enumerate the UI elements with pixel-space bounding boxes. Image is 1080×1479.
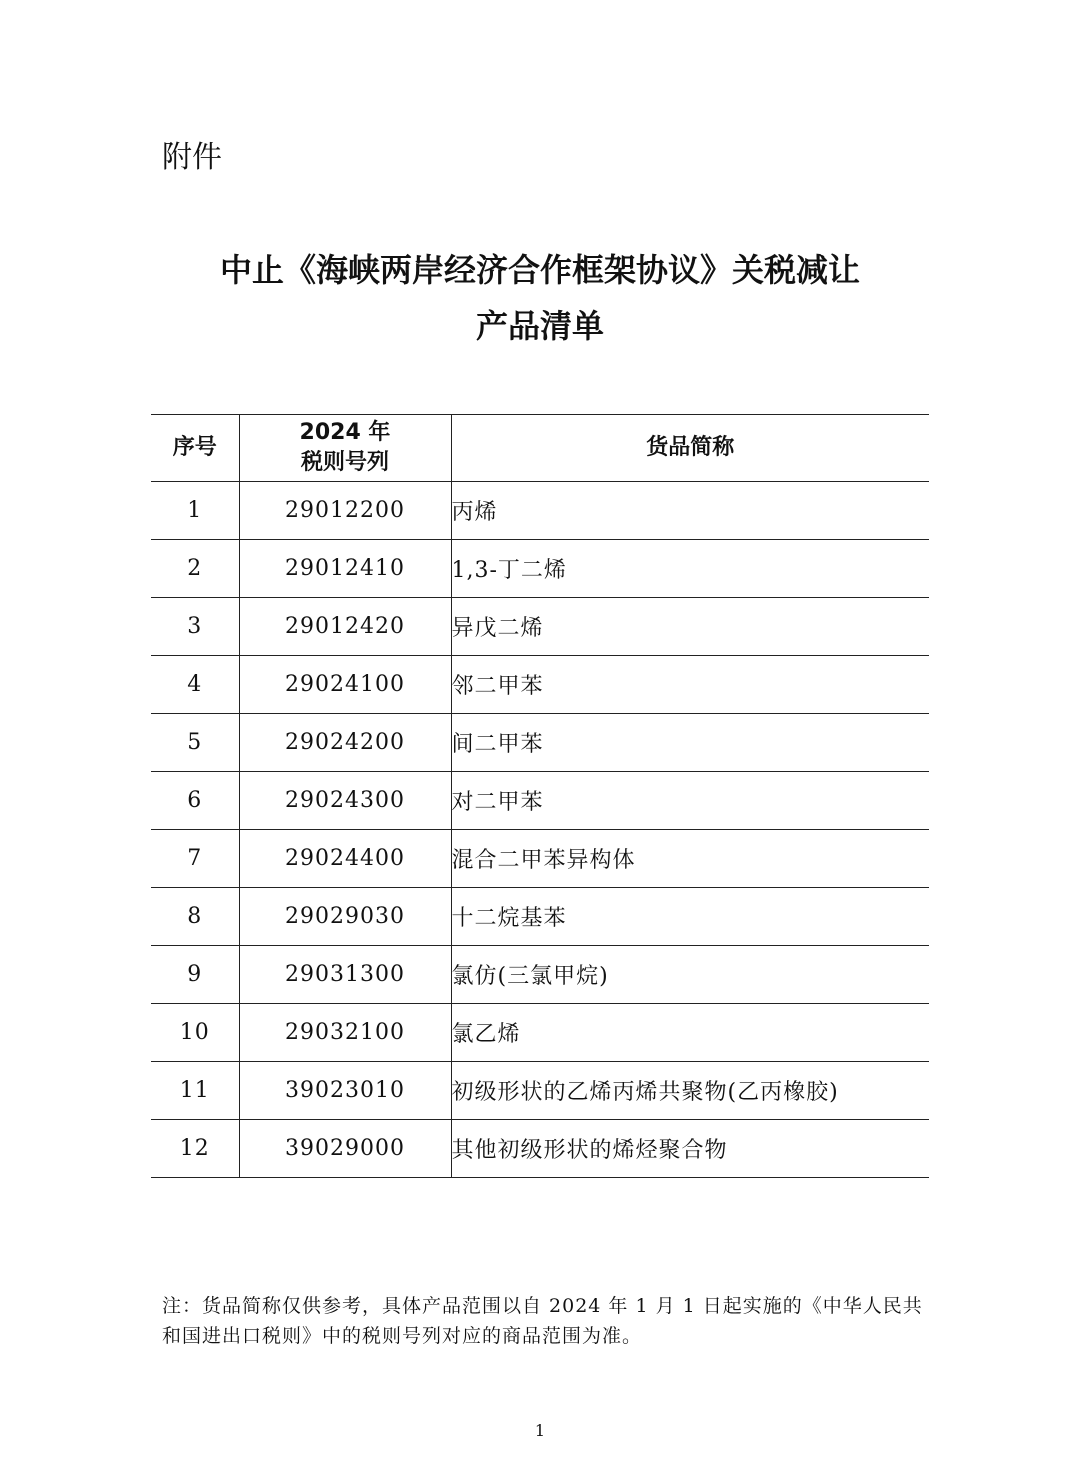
row-seq: 12 (151, 1120, 239, 1178)
row-product-name: 氯乙烯 (451, 1004, 929, 1062)
table-row (151, 946, 929, 1004)
row-product-name: 间二甲苯 (451, 714, 929, 772)
product-list-table (151, 414, 929, 1178)
table-header-row (151, 415, 929, 482)
row-tariff-code: 29012410 (239, 540, 451, 598)
row-seq: 8 (151, 888, 239, 946)
row-product-name: 其他初级形状的烯烃聚合物 (451, 1120, 929, 1178)
row-product-name: 异戊二烯 (451, 598, 929, 656)
row-seq: 3 (151, 598, 239, 656)
table-row (151, 830, 929, 888)
row-product-name: 1,3-丁二烯 (451, 540, 929, 598)
row-seq: 4 (151, 656, 239, 714)
row-tariff-code: 29029030 (239, 888, 451, 946)
row-product-name: 邻二甲苯 (451, 656, 929, 714)
row-seq: 7 (151, 830, 239, 888)
table-row (151, 1004, 929, 1062)
header-seq: 序号 (151, 415, 239, 482)
attachment-label: 附件 (162, 140, 222, 175)
table-body (151, 482, 929, 1178)
table-row (151, 540, 929, 598)
table-row (151, 772, 929, 830)
row-product-name: 氯仿(三氯甲烷) (451, 946, 929, 1004)
row-tariff-code: 29032100 (239, 1004, 451, 1062)
row-product-name: 丙烯 (451, 482, 929, 540)
row-product-name: 混合二甲苯异构体 (451, 830, 929, 888)
table-row (151, 598, 929, 656)
row-tariff-code: 29024200 (239, 714, 451, 772)
table-row (151, 1120, 929, 1178)
row-tariff-code: 39023010 (239, 1062, 451, 1120)
table-row (151, 714, 929, 772)
row-seq: 10 (151, 1004, 239, 1062)
header-tariff-code (239, 415, 451, 482)
row-seq: 2 (151, 540, 239, 598)
header-product-name: 货品简称 (451, 415, 929, 482)
row-tariff-code: 29024100 (239, 656, 451, 714)
row-seq: 5 (151, 714, 239, 772)
row-seq: 1 (151, 482, 239, 540)
document-title-line1: 中止《海峡两岸经济合作框架协议》关税减让 (219, 251, 860, 289)
row-seq: 9 (151, 946, 239, 1004)
row-tariff-code: 29012200 (239, 482, 451, 540)
row-tariff-code: 29012420 (239, 598, 451, 656)
row-tariff-code: 29024400 (239, 830, 451, 888)
table-row (151, 1062, 929, 1120)
table-row (151, 888, 929, 946)
header-tariff-code-label: 税则号列 (300, 450, 389, 475)
row-tariff-code: 29024300 (239, 772, 451, 830)
row-tariff-code: 39029000 (239, 1120, 451, 1178)
row-seq: 11 (151, 1062, 239, 1120)
row-tariff-code: 29031300 (239, 946, 451, 1004)
header-tariff-code-year: 2024 年 (299, 420, 391, 445)
document-title-line2: 产品清单 (475, 307, 604, 345)
table-row (151, 482, 929, 540)
table-row (151, 656, 929, 714)
row-seq: 6 (151, 772, 239, 830)
row-product-name: 十二烷基苯 (451, 888, 929, 946)
page-number: 1 (534, 1421, 546, 1440)
footnote: 注：货品简称仅供参考，具体产品范围以自 2024 年 1 月 1 日起实施的《中华人民共和国进出口税则》中的税则号列对应的商品范围为准。 (162, 1295, 923, 1347)
row-product-name: 对二甲苯 (451, 772, 929, 830)
row-product-name: 初级形状的乙烯丙烯共聚物(乙丙橡胶) (451, 1062, 929, 1120)
